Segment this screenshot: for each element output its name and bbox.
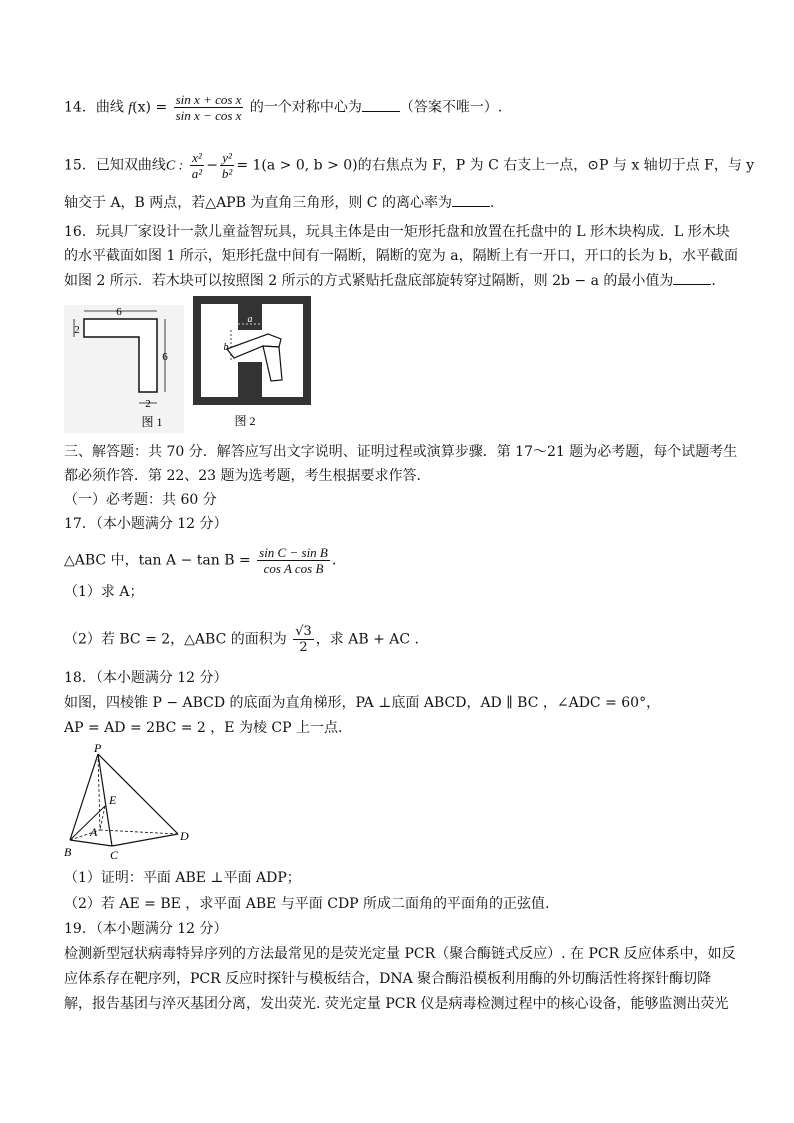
- dim-bottom-label: 2: [145, 398, 151, 410]
- figure-1: [64, 305, 184, 433]
- edge-CD: [112, 834, 178, 846]
- q15-number: 15．已知双曲线: [64, 157, 166, 174]
- q14-f: f: [128, 100, 133, 116]
- q17-cond-end: .: [331, 552, 337, 569]
- q18-part-1: （1）证明：平面 ABE ⊥平面 ADP；: [64, 870, 301, 886]
- section3-line-2: 都必须作答．第 22、23 题为选考题，考生根据要求作答．: [64, 468, 431, 484]
- vertex-C: C: [110, 848, 119, 862]
- q17-p2-text: （2）若 BC = 2，△ABC 的面积为: [64, 631, 287, 648]
- q16-line3-end: .: [711, 273, 716, 289]
- q15-fx-den: a²: [191, 166, 203, 181]
- q17-fraction: [257, 545, 330, 576]
- vertex-D: D: [180, 829, 189, 843]
- q15-line1-tail: = 1(a > 0, b > 0)的右焦点为 F，P 为 C 右支上一点，⊙P 与 x 轴切于点 F，与 y: [236, 157, 755, 174]
- q17-title: 17．（本小题满分 12 分）: [64, 516, 228, 532]
- point-E: E: [109, 793, 117, 807]
- q18-part-2: （2）若 AE = BE ，求平面 ABE 与平面 CDP 所成二面角的平面角的正弦值.: [64, 896, 550, 912]
- q15-answer-blank: [452, 194, 490, 207]
- q14-paren: (x) =: [132, 99, 168, 116]
- q19-line-1: 检测新型冠状病毒特异序列的方法最常见的是荧光定量 PCR（聚合酶链式反应）. 在 PCR 反应体系中，如反: [64, 946, 736, 962]
- divider-bottom: [238, 362, 262, 397]
- dim-a-label: a: [247, 314, 253, 325]
- q14-frac-den: sin x − cos x: [175, 108, 242, 123]
- section3-line-1: 三、解答题：共 70 分．解答应写出文字说明、证明过程或演算步骤．第 17～21 题为必考题，每个试题考生: [64, 444, 738, 460]
- dim-b-label: b: [223, 342, 229, 353]
- q17-part-2: [64, 624, 419, 655]
- figure-2-label: 图 2: [234, 414, 256, 428]
- q17-condition: [64, 545, 336, 576]
- q17-part-1: （1）求 A；: [64, 584, 144, 600]
- q16-line3-text: 如图 2 所示．若木块可以按照图 2 所示的方式紧贴托盘底部旋转穿过隔断，则 2b − a 的最小值为: [64, 273, 674, 289]
- edge-BC: [70, 840, 112, 846]
- figure-2: [193, 296, 313, 431]
- q17-area-den: 2: [299, 640, 308, 655]
- q15-fx-num: x²: [190, 150, 204, 166]
- q14-end: （答案不唯一）.: [399, 99, 503, 116]
- edge-AD: [100, 830, 178, 834]
- q14-answer-blank: [362, 99, 400, 112]
- q14-tail: 的一个对称中心为: [249, 99, 362, 116]
- q17-frac-num: sin C − sin B: [259, 545, 328, 560]
- q16-line-2: 的水平截面如图 1 所示，矩形托盘中间有一隔断，隔断的宽为 a，隔断上有一开口，开口的长为 b，水平截面: [64, 248, 739, 264]
- q15-fy-num: y²: [220, 150, 234, 166]
- q15-frac-x: [190, 150, 204, 181]
- q15-line2-end: .: [489, 195, 495, 211]
- dim-left-label: 2: [74, 324, 80, 336]
- figure-1-label: 图 1: [141, 415, 163, 429]
- q14-number: 14．曲线: [64, 99, 124, 116]
- q17-area-fraction: [293, 624, 314, 655]
- q18-title: 18．（本小题满分 12 分）: [64, 670, 228, 686]
- q15-fy-den: b²: [221, 166, 233, 181]
- q16-line-1: 16．玩具厂家设计一款儿童益智玩具，玩具主体是由一矩形托盘和放置在托盘中的 L 形木块构成．L 形木块: [64, 224, 730, 240]
- q17-frac-den: cos A cos B: [263, 561, 324, 576]
- pyramid-figure: [60, 742, 200, 862]
- q19-title: 19．（本小题满分 12 分）: [64, 921, 228, 937]
- q17-cond-text: △ABC 中，tan A − tan B =: [64, 552, 251, 569]
- dim-top-label: 6: [116, 306, 122, 318]
- q15-c: C :: [165, 158, 184, 174]
- q18-line-2: AP = AD = 2BC = 2 ，E 为棱 CP 上一点.: [64, 720, 343, 736]
- q19-line-2: 应体系存在靶序列，PCR 反应时探针与模板结合，DNA 聚合酶沿模板利用酶的外切酶活性将探针酶切降: [64, 971, 712, 987]
- q19-line-3: 解，报告基团与淬灭基团分离，发出荧光. 荧光定量 PCR 仪是病毒检测过程中的核心设备，能够监测出荧光: [64, 996, 729, 1012]
- q14-fraction: [174, 92, 244, 123]
- q18-line-1: 如图，四棱锥 P − ABCD 的底面为直角梯形，PA ⊥底面 ABCD，AD ∥ BC ，∠ADC = 60°，: [64, 695, 661, 711]
- dim-right-label: 6: [162, 351, 168, 363]
- q16-answer-blank: [673, 272, 711, 285]
- vertex-P: P: [94, 742, 102, 755]
- q17-area-num: √3: [295, 624, 312, 639]
- q14-line: [64, 92, 502, 123]
- q15-line-2: [64, 193, 494, 213]
- q17-p2-tail: ，求 AB + AC .: [315, 631, 419, 648]
- q14-frac-num: sin x + cos x: [175, 92, 242, 107]
- q15-frac-y: [220, 150, 234, 181]
- q15-line2-text: 轴交于 A，B 两点，若△APB 为直角三角形，则 C 的离心率为: [64, 195, 452, 211]
- vertex-B: B: [64, 845, 72, 859]
- vertex-A: A: [90, 825, 98, 839]
- q16-line-3: [64, 271, 716, 291]
- section3-subheading: （一）必考题：共 60 分: [64, 492, 217, 508]
- q15-line-1: 15．已知双曲线C : $\frac{\text{x²}}{\text{a²}}$ − $\frac{\text{y²}}{\text{b²}}$ = 1(a > 0, b > 0)的右焦点为 F，P 为 C 右支上一点，⊙P 与 x 轴切于点 F，与 y: [64, 150, 755, 181]
